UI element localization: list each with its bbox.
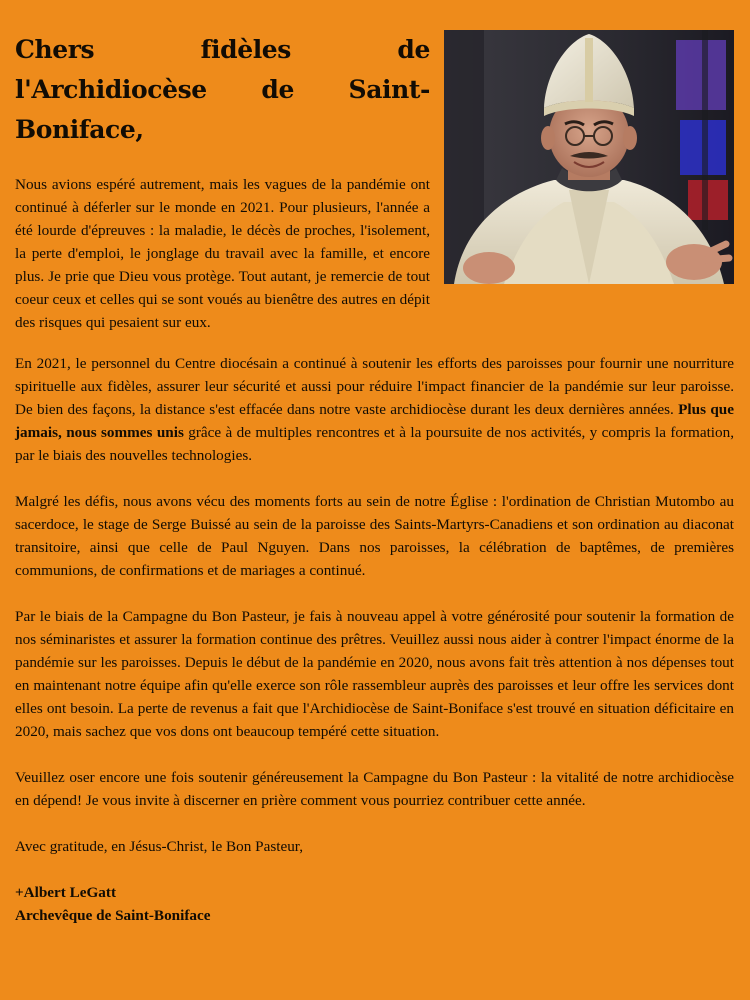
paragraph-staff-support-end: grâce à de multiples rencontres et à la poursuite de nos activités, y compris la formation, par le biais des nouvelles technologies. (15, 424, 735, 464)
paragraph-highlights: Malgré les défis, nous avons vécu des moments forts au sein de notre Église : l'ordination de Christian Mutombo au sacerdoce, le stage de Serge Buissé au sein de la paroisse des Saints-Martyrs-Canadiens et son ordination au diaconat transitoire, ainsi que celle de Paul Nguyen. Dans nos paroisses, la célébration de baptêmes, de premières communions, de confirmations et de mariages a continué. (15, 493, 734, 579)
paragraph-staff-support (15, 352, 734, 467)
signature-title: Archevêque de Saint-Boniface (15, 907, 211, 924)
closing-line: Avec gratitude, en Jésus-Christ, le Bon Pasteur, (15, 838, 304, 855)
paragraph-campaign-appeal: Par le biais de la Campagne du Bon Pasteur, je fais à nouveau appel à votre générosité pour soutenir la formation de nos séminaristes et assurer la formation continue des prêtres. Veuillez aussi nous aider à contrer l'impact énorme de la pandémie sur les paroisses. Depuis le début de la pandémie en 2020, nous avons fait très attention à nos dépenses tout en maintenant notre équipe afin qu'elle exerce son rôle rassembleur auprès des paroisses et leur offre les services dont elles ont besoin. La perte de revenus a fait que l'Archidiocèse de Saint-Boniface s'est trouvé en situation déficitaire en 2020, mais sachez que vos dons ont beaucoup tempéré cette situation. (15, 608, 734, 740)
archbishop-photo (444, 30, 734, 284)
archbishop-portrait-image (444, 30, 734, 284)
letter-title: Chers fidèles de l'Archidiocèse de Saint-Boniface, (15, 35, 430, 144)
paragraph-invitation: Veuillez oser encore une fois soutenir généreusement la Campagne du Bon Pasteur : la vitalité de notre archidiocèse en dépend! Je vous invite à discerner en prière comment vous pourriez contribuer cette année. (15, 769, 734, 809)
united-emphasis: Plus que jamais, nous sommes unis (15, 401, 734, 441)
paragraph-staff-support-start: En 2021, le personnel du Centre diocésain a continué à soutenir les efforts des paroisses pour fournir une nourriture spirituelle aux fidèles, assurer leur sécurité et aussi pour réduire l'impact financier de la pandémie sur leur paroisse. De bien des façons, la distance s'est effacée dans notre vaste archidiocèse durant les deux dernières années. (15, 355, 734, 418)
intro-paragraph: Nous avions espéré autrement, mais les vagues de la pandémie ont continué à déferler sur le monde en 2021. Pour plusieurs, l'année a été lourde d'épreuves : la maladie, le décès de proches, l'isolement, la perte d'emploi, le jonglage du travail avec la famille, et encore plus. Je prie que Dieu vous protège. Tout autant, je remercie de tout coeur ceux et celles qui se sont voués au bienêtre des autres en dépit des risques qui pesaient sur eux. (15, 176, 430, 331)
signature-block (15, 881, 734, 927)
signature-name: +Albert LeGatt (15, 884, 117, 901)
letter-intro-column (15, 30, 430, 334)
